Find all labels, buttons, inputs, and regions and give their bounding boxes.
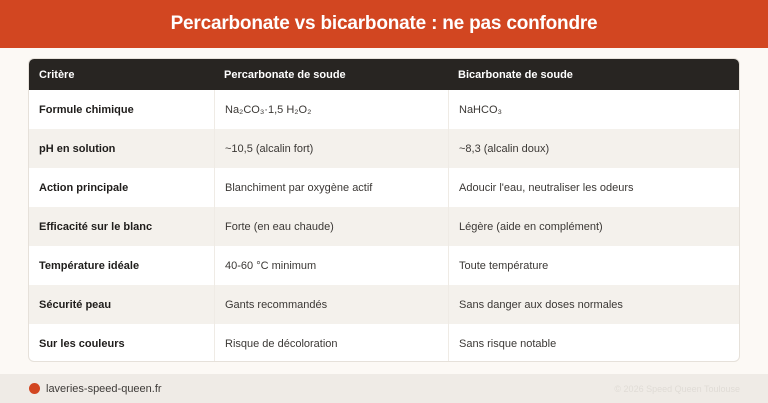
- page-title: Percarbonate vs bicarbonate : ne pas confondre: [170, 13, 598, 34]
- criterion-cell: Efficacité sur le blanc: [39, 220, 153, 233]
- criterion-cell: pH en solution: [39, 142, 116, 155]
- brand-dot-icon: [29, 383, 40, 394]
- header-criterion: Critère: [39, 68, 75, 81]
- bicarbonate-cell: Sans danger aux doses normales: [448, 285, 739, 324]
- criterion-cell: Formule chimique: [39, 103, 134, 116]
- percarbonate-cell: ~10,5 (alcalin fort): [214, 129, 448, 168]
- table-row: [29, 168, 739, 207]
- percarbonate-cell: Risque de décoloration: [214, 324, 448, 362]
- table-row: [29, 285, 739, 324]
- table-row: [29, 324, 739, 362]
- table-row: [29, 90, 739, 129]
- header-bicarbonate: Bicarbonate de soude: [458, 68, 573, 81]
- table-row: [29, 246, 739, 285]
- percarbonate-cell: Gants recommandés: [214, 285, 448, 324]
- percarbonate-cell: 40-60 °C minimum: [214, 246, 448, 285]
- criterion-cell: Action principale: [39, 181, 129, 194]
- comparison-table: [28, 58, 740, 362]
- copyright-text: © 2026 Speed Queen Toulouse: [614, 383, 740, 394]
- table-header: [29, 59, 739, 90]
- site-link[interactable]: laveries-speed-queen.fr: [46, 382, 162, 395]
- percarbonate-cell: Blanchiment par oxygène actif: [214, 168, 448, 207]
- table-row: [29, 207, 739, 246]
- percarbonate-cell: Na₂CO₃·1,5 H₂O₂: [214, 90, 448, 129]
- bicarbonate-cell: Légère (aide en complément): [448, 207, 739, 246]
- title-banner: [0, 0, 768, 48]
- header-percarbonate: Percarbonate de soude: [224, 68, 346, 81]
- percarbonate-cell: Forte (en eau chaude): [214, 207, 448, 246]
- criterion-cell: Sur les couleurs: [39, 337, 125, 350]
- criterion-cell: Sécurité peau: [39, 298, 112, 311]
- footer: [0, 374, 768, 403]
- table-row: [29, 129, 739, 168]
- footer-brand: [29, 383, 162, 395]
- criterion-cell: Température idéale: [39, 259, 140, 272]
- bicarbonate-cell: Adoucir l'eau, neutraliser les odeurs: [448, 168, 739, 207]
- bicarbonate-cell: Sans risque notable: [448, 324, 739, 362]
- bicarbonate-cell: Toute température: [448, 246, 739, 285]
- bicarbonate-cell: NaHCO₃: [448, 90, 739, 129]
- bicarbonate-cell: ~8,3 (alcalin doux): [448, 129, 739, 168]
